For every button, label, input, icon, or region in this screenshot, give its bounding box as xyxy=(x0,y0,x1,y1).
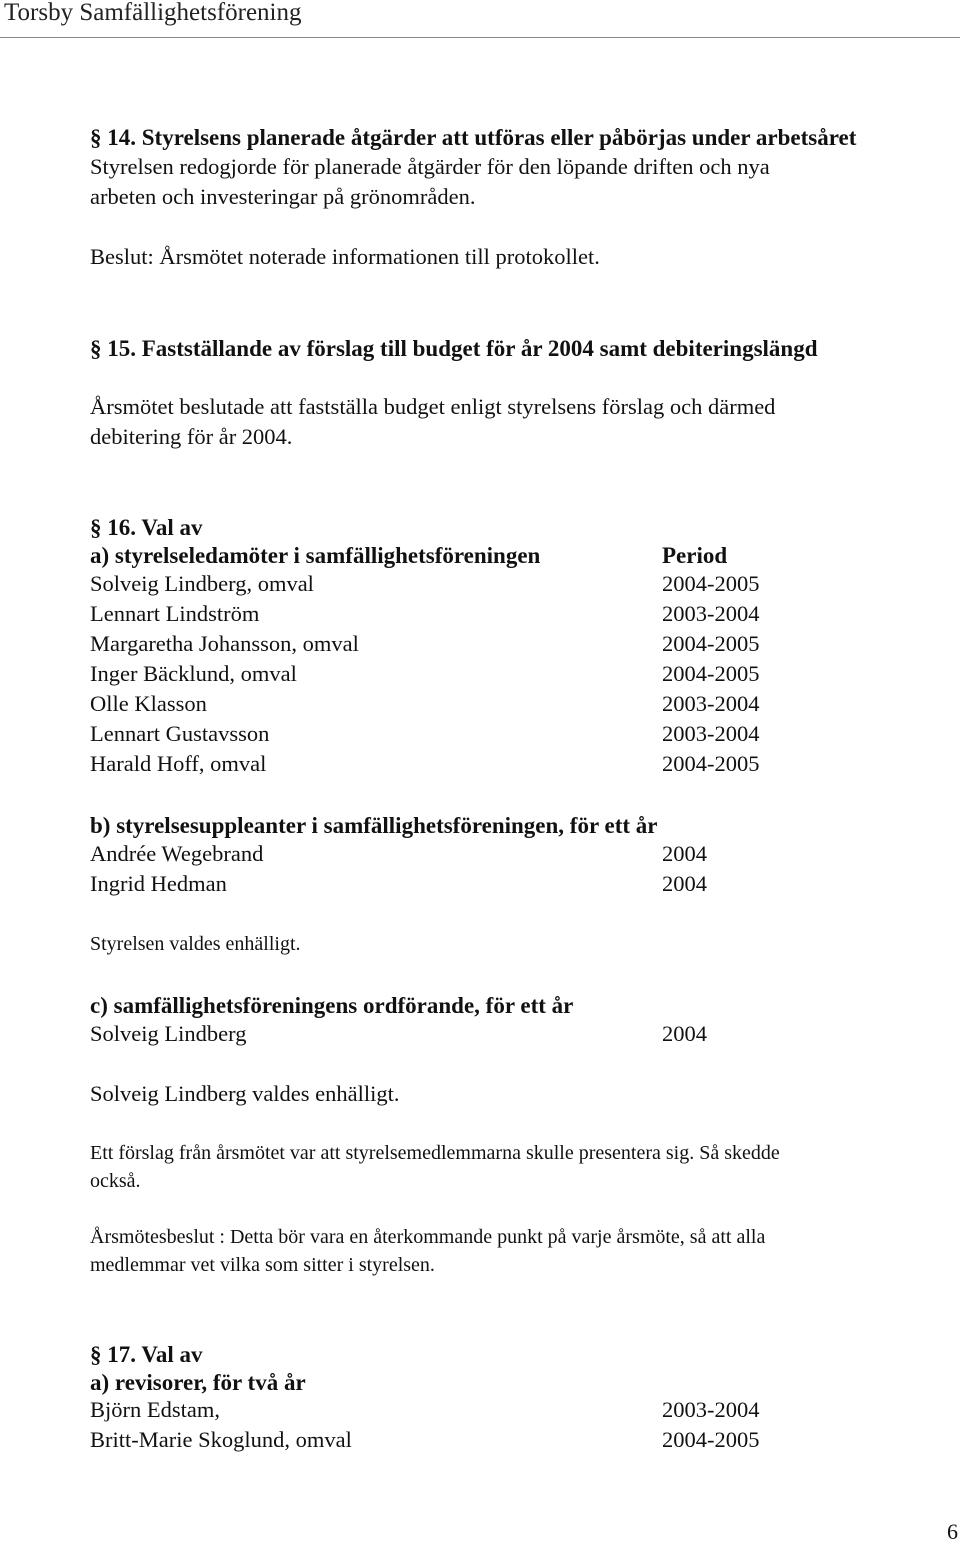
board-member-period: 2003-2004 xyxy=(662,691,760,716)
board-member-name: Lennart Gustavsson xyxy=(90,721,270,746)
header-divider xyxy=(0,37,960,38)
meeting-decision-line-2: medlemmar vet vilka som sitter i styrelsen. xyxy=(90,1254,435,1276)
section-17-heading: § 17. Val av xyxy=(90,1342,203,1367)
board-member-period: 2004-2005 xyxy=(662,631,760,656)
chairperson-period: 2004 xyxy=(662,1021,707,1046)
auditor-name: Björn Edstam, xyxy=(90,1397,220,1422)
deputy-member-period: 2004 xyxy=(662,871,707,896)
board-member-period: 2004-2005 xyxy=(662,571,760,596)
section-15-heading: § 15. Fastställande av förslag till budget för år 2004 samt debiteringslängd xyxy=(90,336,818,361)
auditor-period: 2004-2005 xyxy=(662,1427,760,1452)
deputy-member-name: Andrée Wegebrand xyxy=(90,841,264,866)
deputy-member-name: Ingrid Hedman xyxy=(90,871,227,896)
document-header-title: Torsby Samfällighetsförening xyxy=(4,0,302,26)
board-member-name: Olle Klasson xyxy=(90,691,207,716)
chairperson-elected-note: Solveig Lindberg valdes enhälligt. xyxy=(90,1081,400,1106)
section-16-heading: § 16. Val av xyxy=(90,515,203,540)
page-number: 6 xyxy=(947,1519,958,1544)
period-column-header: Period xyxy=(662,543,728,568)
auditor-period: 2003-2004 xyxy=(662,1397,760,1422)
section-16-b-heading: b) styrelsesuppleanter i samfällighetsföreningen, för ett år xyxy=(90,813,658,838)
section-16-c-heading: c) samfällighetsföreningens ordförande, för ett år xyxy=(90,993,574,1018)
meeting-decision-line-1: Årsmötesbeslut : Detta bör vara en återkommande punkt på varje årsmöte, så att alla xyxy=(90,1226,766,1248)
board-member-period: 2003-2004 xyxy=(662,721,760,746)
deputy-member-period: 2004 xyxy=(662,841,707,866)
board-member-name: Margaretha Johansson, omval xyxy=(90,631,359,656)
section-15-text-line-2: debitering för år 2004. xyxy=(90,424,293,449)
section-14-text-line-1: Styrelsen redogjorde för planerade åtgärder för den löpande driften och nya xyxy=(90,154,770,179)
board-member-period: 2004-2005 xyxy=(662,751,760,776)
board-member-name: Lennart Lindström xyxy=(90,601,260,626)
board-elected-note: Styrelsen valdes enhälligt. xyxy=(90,933,301,955)
chairperson-name: Solveig Lindberg xyxy=(90,1021,247,1046)
section-17-a-heading: a) revisorer, för två år xyxy=(90,1370,306,1395)
board-member-name: Inger Bäcklund, omval xyxy=(90,661,297,686)
board-member-period: 2004-2005 xyxy=(662,661,760,686)
auditor-name: Britt-Marie Skoglund, omval xyxy=(90,1427,352,1452)
section-14-heading: § 14. Styrelsens planerade åtgärder att utföras eller påbörjas under arbetsåret xyxy=(90,125,857,150)
board-member-period: 2003-2004 xyxy=(662,601,760,626)
section-14-text-line-2: arbeten och investeringar på grönområden. xyxy=(90,184,476,209)
section-14-decision: Beslut: Årsmötet noterade informationen till protokollet. xyxy=(90,244,600,269)
proposal-text-line-2: också. xyxy=(90,1170,141,1192)
proposal-text-line-1: Ett förslag från årsmötet var att styrelsemedlemmarna skulle presentera sig. Så skedde xyxy=(90,1142,780,1164)
board-member-name: Solveig Lindberg, omval xyxy=(90,571,314,596)
section-15-text-line-1: Årsmötet beslutade att fastställa budget enligt styrelsens förslag och därmed xyxy=(90,394,776,419)
board-member-name: Harald Hoff, omval xyxy=(90,751,267,776)
section-16-a-heading: a) styrelseledamöter i samfällighetsföreningen xyxy=(90,543,541,568)
